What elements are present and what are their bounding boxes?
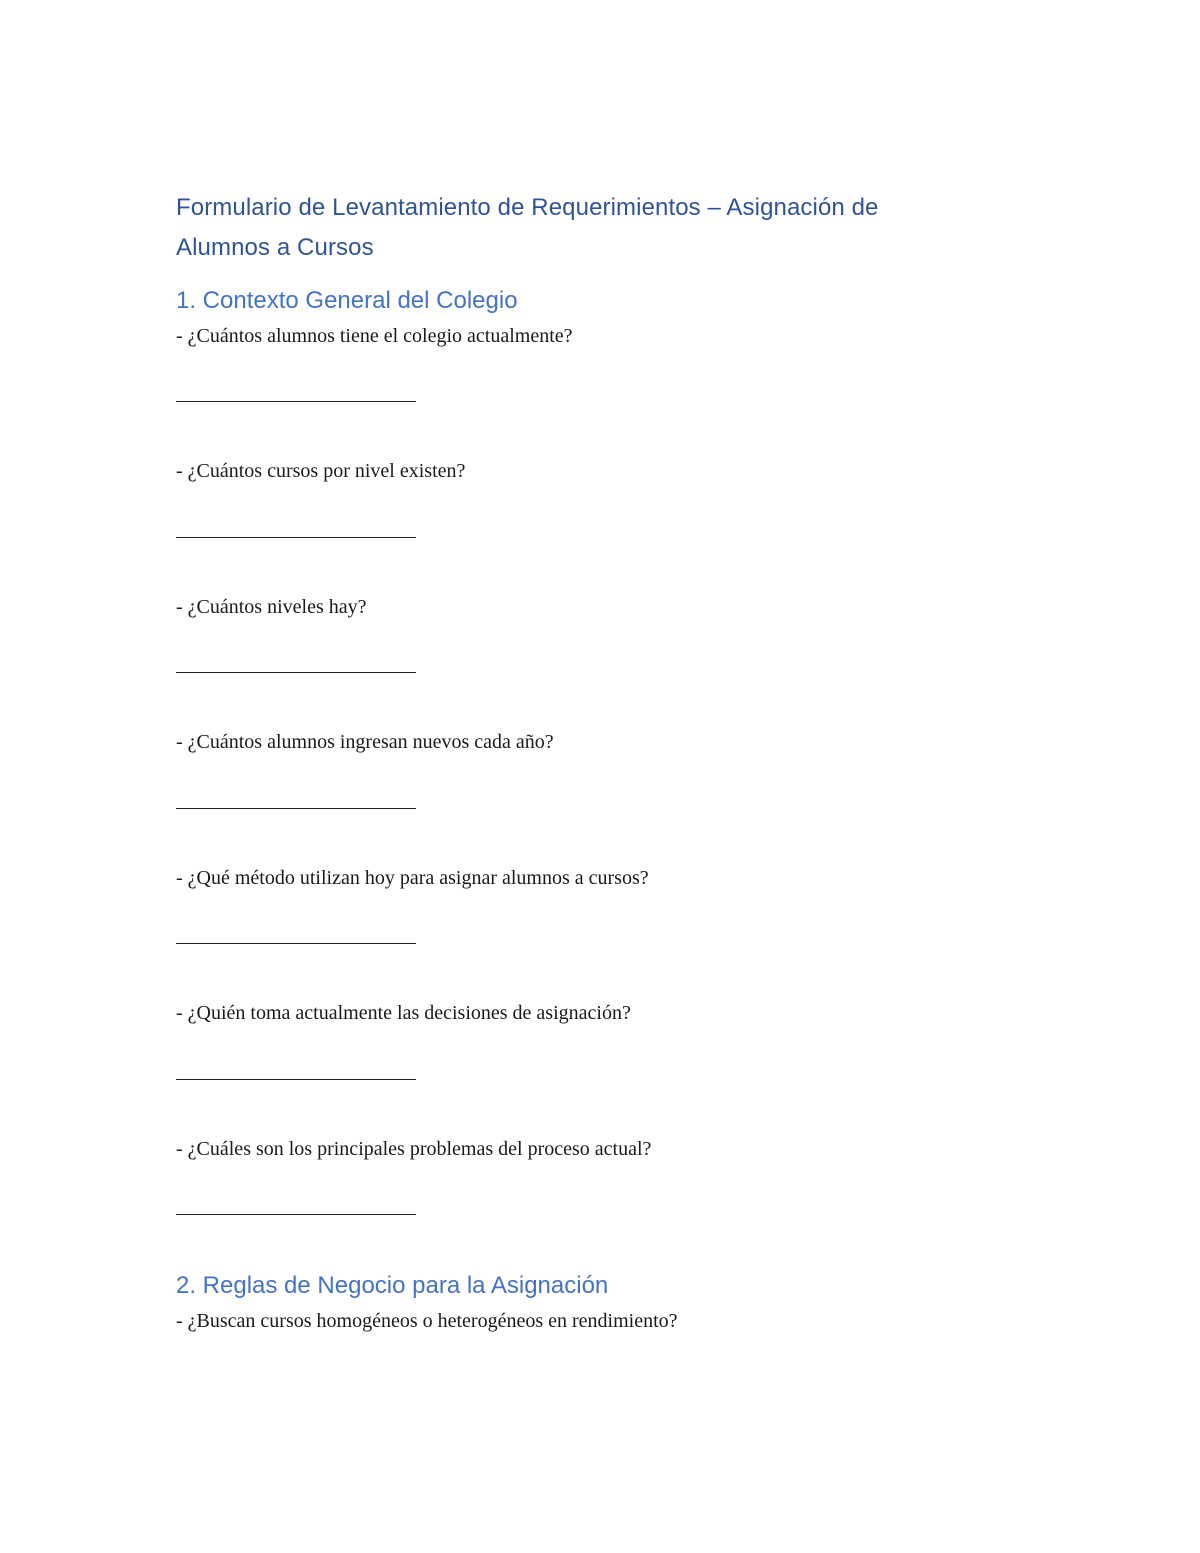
- answer-line-cuantos-niveles[interactable]: [176, 672, 416, 673]
- answer-line-metodo-asignacion[interactable]: [176, 943, 416, 944]
- document-title: Formulario de Levantamiento de Requerimientos – Asignación de Alumnos a Cursos: [176, 194, 879, 261]
- answer-line-cursos-por-nivel[interactable]: [176, 537, 416, 538]
- answer-line-principales-problemas[interactable]: [176, 1214, 416, 1215]
- question-cuantos-niveles: - ¿Cuántos niveles hay?: [176, 596, 367, 618]
- question-cursos-homogeneos: - ¿Buscan cursos homogéneos o heterogéneos en rendimiento?: [176, 1310, 678, 1332]
- question-cuantos-alumnos: - ¿Cuántos alumnos tiene el colegio actualmente?: [176, 325, 573, 347]
- section-heading-contexto-general: 1. Contexto General del Colegio: [176, 287, 518, 314]
- section-heading-reglas-negocio: 2. Reglas de Negocio para la Asignación: [176, 1272, 609, 1299]
- answer-line-cuantos-alumnos[interactable]: [176, 401, 416, 402]
- question-quien-decide: - ¿Quién toma actualmente las decisiones de asignación?: [176, 1002, 631, 1024]
- question-metodo-asignacion: - ¿Qué método utilizan hoy para asignar alumnos a cursos?: [176, 867, 649, 889]
- question-cursos-por-nivel: - ¿Cuántos cursos por nivel existen?: [176, 460, 466, 482]
- answer-line-quien-decide[interactable]: [176, 1079, 416, 1080]
- question-alumnos-nuevos: - ¿Cuántos alumnos ingresan nuevos cada año?: [176, 731, 554, 753]
- question-principales-problemas: - ¿Cuáles son los principales problemas del proceso actual?: [176, 1138, 652, 1160]
- answer-line-alumnos-nuevos[interactable]: [176, 808, 416, 809]
